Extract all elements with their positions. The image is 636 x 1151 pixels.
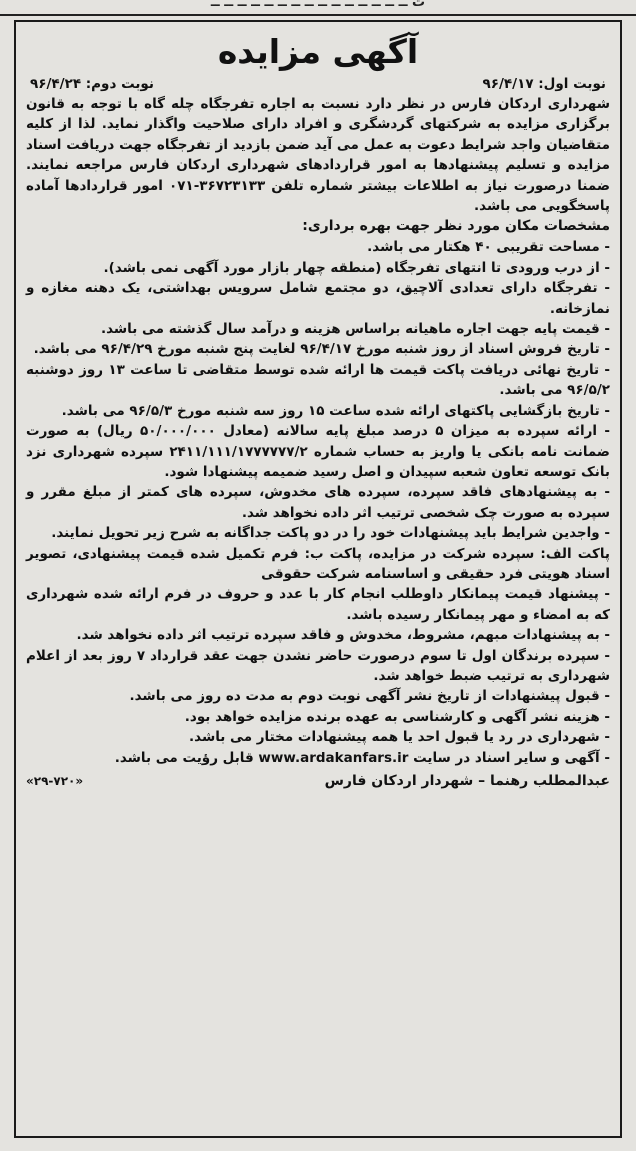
signatory: عبدالمطلب رهنما – شهردار اردکان فارس: [324, 773, 610, 789]
list-item: پاکت الف: سپرده شرکت در مزایده، پاکت ب: فرم تکمیل شده قیمت پیشنهادی، تصویر اسناد هویتی فرد حقیقی و اساسنامه شرکت حقوقی: [26, 545, 610, 582]
list-item: - شهرداری در رد یا قبول احد یا همه پیشنهادات مختار می باشد.: [189, 729, 610, 746]
list-item: - قیمت پایه جهت اجاره ماهیانه براساس هزینه و درآمد سال گذشته می باشد.: [100, 321, 610, 338]
first-publication-date: نوبت اول: ۹۶/۴/۱۷: [482, 76, 606, 92]
list-item: - ارائه سپرده به میزان ۵ درصد مبلغ پایه سالانه (معادل ۵۰/۰۰۰/۰۰۰ ریال) به صورت ضمانت نامه بانکی یا واریز به حساب شماره ۲۴۱۱/۱۱۱/۱۷۷۷۷۷۷/۲ سپرده شهرداری نزد بانک توسعه تعاون شعبه سپیدان و اصل رسید ضمیمه پیشنهادا شود.: [26, 423, 610, 480]
list-item: - از درب ورودی تا انتهای تفرجگاه (منطقه چهار بازار مورد آگهی نمی باشد).: [103, 259, 610, 276]
list-item: - مساحت تقریبی ۴۰ هکتار می باشد.: [367, 239, 610, 256]
list-item: - به پیشنهادهای فاقد سپرده، سپرده های مخدوش، سپرده های کمتر از مبلغ مقرر و سپرده به صورت چک شخصی ترتیب اثر داده نخواهد شد.: [26, 484, 610, 521]
list-item: - تاریخ نهائی دریافت پاکت قیمت ها ارائه شده توسط متقاضی تا ساعت ۱۳ روز دوشنبه ۹۶/۵/۲ می باشد.: [26, 361, 610, 399]
notice-title: آگهی مزایده: [217, 32, 419, 71]
list-item: - تاریخ فروش اسناد از روز شنبه مورخ ۹۶/۴/۱۷ لغایت پنج شنبه مورخ ۹۶/۴/۲۹ می باشد.: [33, 341, 610, 358]
signature-line: [26, 770, 610, 792]
list-item: - به پیشنهادات مبهم، مشروط، مخدوش و فاقد سپرده ترتیب اثر داده نخواهد شد.: [76, 627, 610, 644]
list-item: - تاریخ بازگشایی پاکتهای ارائه شده ساعت ۱۵ روز سه شنبه مورخ ۹۶/۵/۳ می باشد.: [61, 402, 610, 419]
list-item: - آگهی و سایر اسناد در سایت www.ardakanfars.ir قابل رؤیت می باشد.: [114, 749, 610, 766]
list-item: - هزینه نشر آگهی و کارشناسی به عهده برنده مزایده خواهد بود.: [184, 708, 610, 725]
conditions-list: [26, 237, 610, 768]
specs-heading: مشخصات مکان مورد نظر جهت بهره برداری:: [302, 218, 610, 235]
list-item: - قبول پیشنهادات از تاریخ نشر آگهی نوبت دوم به مدت ده روز می باشد.: [129, 688, 610, 705]
cropped-header-strip: ت ــ ــ ــ ــ ــ ــ ــ ــ ــ ــ ــ ــ ــ ــ ــ: [0, 0, 636, 16]
publication-dates: [26, 74, 610, 94]
intro-paragraph: شهرداری اردکان فارس در نظر دارد نسبت به اجاره تفرجگاه چله گاه با توجه به قانون برگزاری مزایده به شرکتهای گردشگری و افراد دارای صلاحیت واگذار نماید. لذا از کلیه متقاضیان واجد شرایط دعوت به عمل می آید ضمن بازدید از تفرجگاه جهت دریافت اسناد مزایده و تسلیم پیشنهادها به امور قراردادهای شهرداری اردکان فارس مراجعه نمایند. ضمنا درصورت نیاز به اطلاعات بیشتر شماره تلفن ۳۶۷۲۳۱۳۳-۰۷۱ امور قراردادها آماده پاسخگویی می باشد.: [26, 96, 610, 215]
list-item: - پیشنهاد قیمت پیمانکار داوطلب انجام کار با عدد و حروف در فرم ارائه شده شهرداری که به امضاء و مهر پیمانکار رسیده باشد.: [26, 586, 610, 623]
list-item: - سپرده برندگان اول تا سوم درصورت حاضر نشدن جهت عقد قرارداد ۷ روز بعد از اعلام شهرداری به ترتیب ضبط خواهد شد.: [26, 647, 610, 684]
second-publication-date: نوبت دوم: ۹۶/۴/۲۴: [30, 76, 154, 92]
auction-notice-box: [14, 20, 622, 1138]
ad-code: «۲۹-۷۲۰»: [26, 774, 84, 788]
list-item: - واجدین شرایط باید پیشنهادات خود را در دو پاکت جداگانه به شرح زیر تحویل نمایند.: [51, 525, 610, 542]
list-item: - تفرجگاه دارای تعدادی آلاچیق، دو مجتمع شامل سرویس بهداشتی، یک دهنه مغازه و نمازخانه.: [26, 280, 610, 317]
